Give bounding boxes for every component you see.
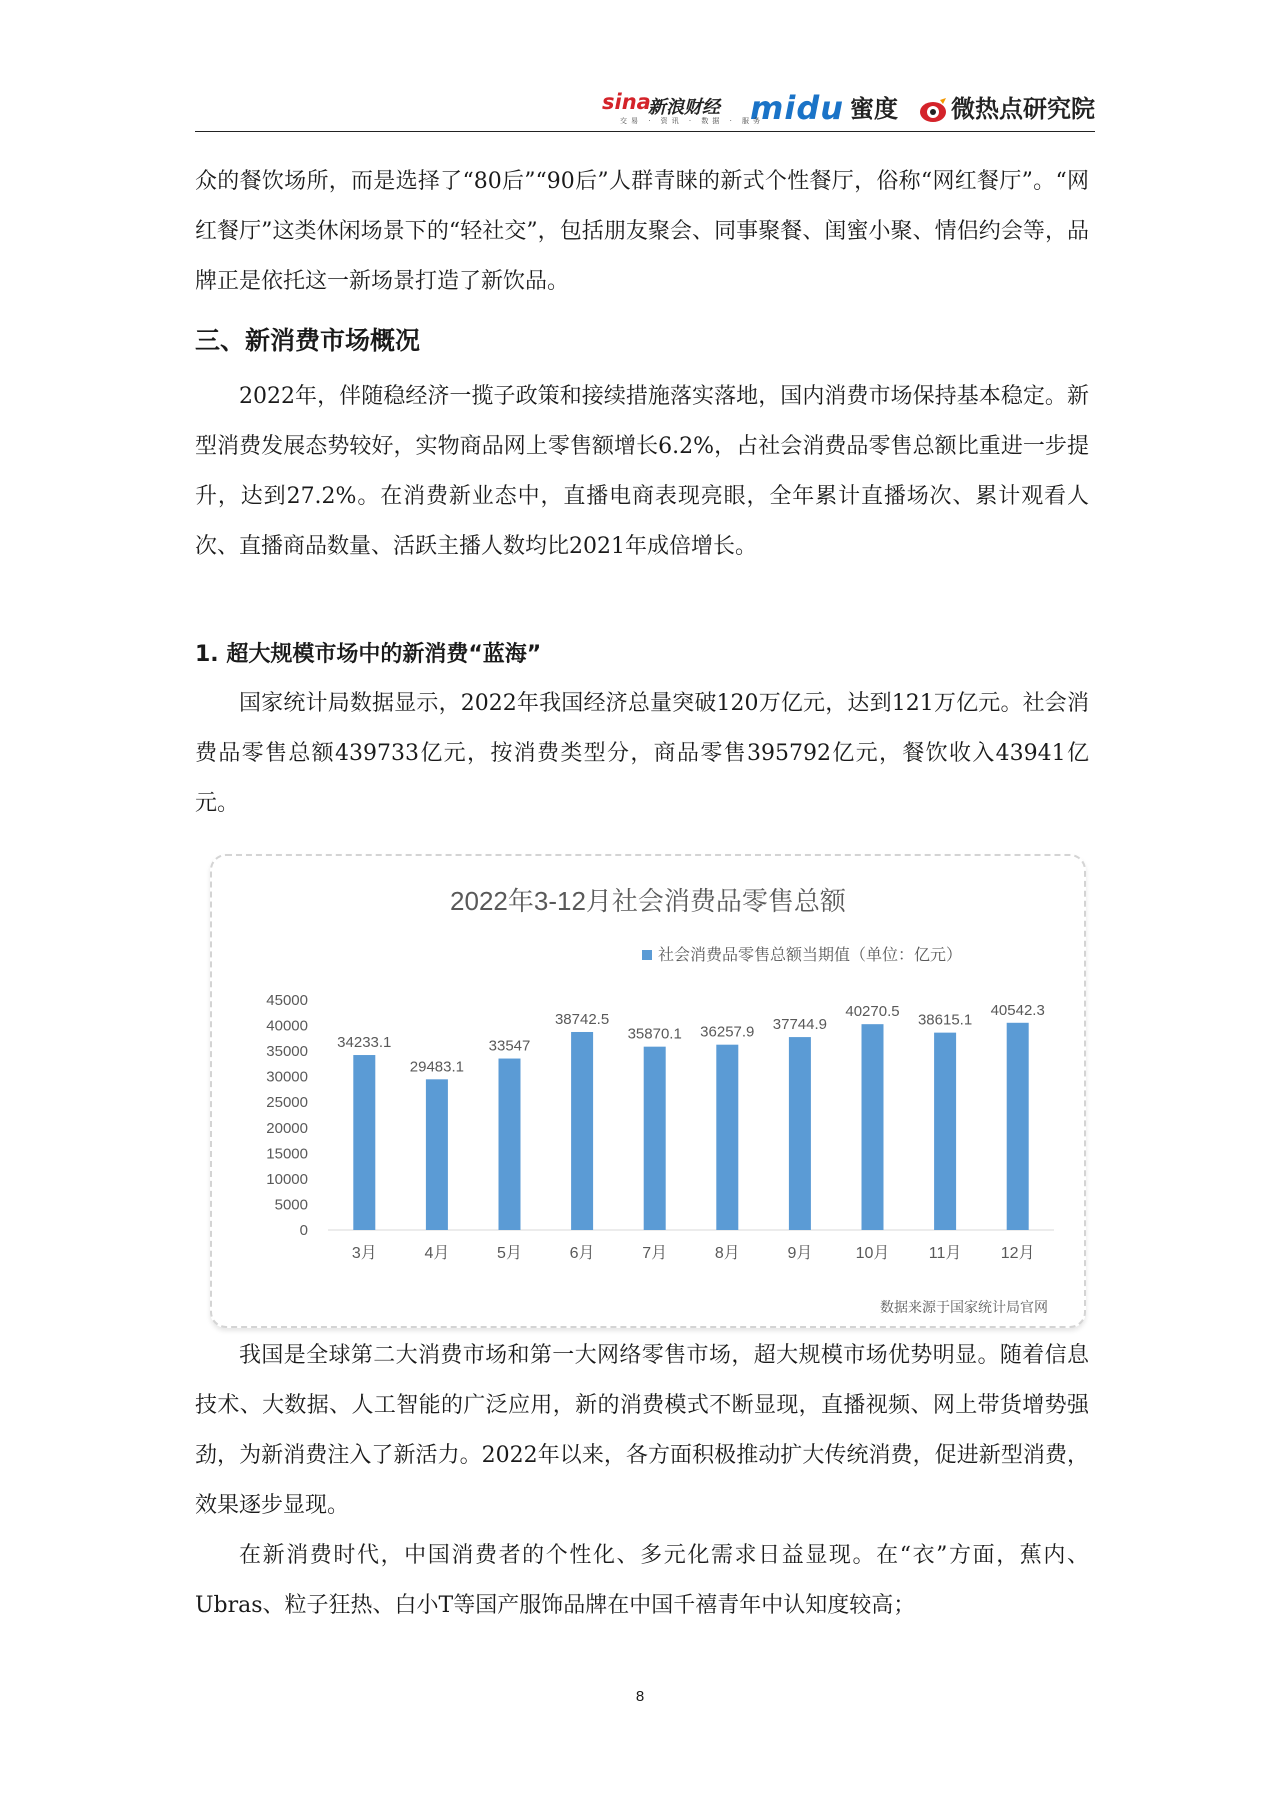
legend-swatch: [642, 950, 652, 960]
x-tick-label: 3月: [351, 1245, 377, 1262]
header-divider: [195, 131, 1095, 132]
paragraph-3: 国家统计局数据显示，2022年我国经济总量突破120万亿元，达到121万亿元。社会消费品零售总额439733亿元，按消费类型分，商品零售395792亿元，餐饮收入43941亿元。: [195, 691, 1089, 816]
section-heading: 三、新消费市场概况: [195, 326, 421, 355]
legend-label: 社会消费品零售总额当期值（单位：亿元）: [658, 947, 963, 964]
bar: [426, 1079, 448, 1230]
chart-source-note: 数据来源于国家统计局官网: [880, 1299, 1048, 1315]
y-tick-label: 5000: [274, 1196, 308, 1214]
bar-value-label: 36257.9: [700, 1023, 755, 1041]
sina-wordmark: sina: [602, 90, 651, 114]
weiredian-eye-icon: [918, 96, 948, 126]
bar-value-label: 40270.5: [845, 1003, 900, 1021]
header-logos: [602, 90, 1095, 126]
bar-value-label: 29483.1: [409, 1058, 465, 1076]
weiredian-name: 微热点研究院: [951, 95, 1095, 123]
x-tick-label: 10月: [855, 1245, 890, 1262]
bar: [934, 1033, 956, 1230]
y-tick-label: 40000: [266, 1017, 308, 1035]
subsection-heading: 1. 超大规模市场中的新消费“蓝海”: [195, 642, 542, 667]
x-tick-label: 6月: [569, 1245, 595, 1262]
paragraph-1: 众的餐饮场所，而是选择了“80后”“90后”人群青睐的新式个性餐厅，俗称“网红餐厅”。“网红餐厅”这类休闲场景下的“轻社交”，包括朋友聚会、同事聚餐、闺蜜小聚、情侣约会等，品牌正是依托这一新场景打造了新饮品。: [195, 169, 1089, 294]
chart-title: 2022年3-12月社会消费品零售总额: [450, 886, 846, 916]
x-tick-label: 4月: [424, 1245, 450, 1262]
paragraph-4: 我国是全球第二大消费市场和第一大网络零售市场，超大规模市场优势明显。随着信息技术、大数据、人工智能的广泛应用，新的消费模式不断显现，直播视频、网上带货增势强劲，为新消费注入了新活力。2022年以来，各方面积极推动扩大传统消费，促进新型消费，效果逐步显现。: [195, 1343, 1089, 1518]
paragraph-2: 2022年，伴随稳经济一揽子政策和接续措施落实落地，国内消费市场保持基本稳定。新型消费发展态势较好，实物商品网上零售额增长6.2%，占社会消费品零售总额比重进一步提升，达到27.2%。在消费新业态中，直播电商表现亮眼，全年累计直播场次、累计观看人次、直播商品数量、活跃主播人数均比2021年成倍增长。: [195, 384, 1089, 559]
bar-value-label: 37744.9: [772, 1016, 828, 1034]
x-tick-label: 7月: [642, 1245, 668, 1262]
bar: [716, 1045, 738, 1230]
chart-svg: [212, 856, 1084, 1326]
sina-finance-logo: [602, 90, 765, 126]
bar: [499, 1059, 521, 1230]
y-tick-label: 10000: [266, 1170, 308, 1188]
midu-logo: [750, 90, 898, 126]
bar-value-label: 34233.1: [337, 1034, 392, 1052]
y-tick-label: 30000: [266, 1068, 308, 1086]
bar: [1007, 1023, 1029, 1230]
sina-finance-name: 新浪财经: [648, 97, 720, 118]
bar-value-label: 35870.1: [627, 1025, 682, 1043]
bar-value-label: 40542.3: [990, 1001, 1045, 1019]
bar-value-label: 38615.1: [917, 1011, 973, 1029]
midu-name: 蜜度: [850, 95, 898, 123]
y-tick-label: 15000: [266, 1145, 308, 1163]
x-tick-label: 8月: [714, 1245, 740, 1262]
retail-sales-chart: [210, 854, 1086, 1328]
page-header: [195, 86, 1095, 132]
bar: [789, 1037, 811, 1230]
weiredian-logo: [918, 90, 1095, 126]
y-tick-label: 35000: [266, 1043, 308, 1061]
bar-value-label: 33547: [488, 1037, 531, 1055]
x-tick-label: 11月: [928, 1245, 962, 1262]
page-number: 8: [635, 1688, 645, 1705]
bar: [353, 1055, 375, 1230]
y-tick-label: 25000: [266, 1094, 308, 1112]
bar: [571, 1032, 593, 1230]
midu-wordmark: midu: [750, 89, 844, 127]
y-tick-label: 20000: [266, 1119, 308, 1137]
x-tick-label: 5月: [497, 1245, 522, 1262]
bar-value-label: 38742.5: [554, 1010, 610, 1028]
y-tick-label: 0: [299, 1222, 308, 1239]
x-tick-label: 12月: [1000, 1245, 1035, 1262]
bar: [644, 1047, 666, 1230]
y-tick-label: 45000: [266, 992, 308, 1009]
x-tick-label: 9月: [787, 1245, 813, 1262]
paragraph-5: 在新消费时代，中国消费者的个性化、多元化需求日益显现。在“衣”方面，蕉内、Ubras、粒子狂热、白小T等国产服饰品牌在中国千禧青年中认知度较高；: [195, 1543, 1089, 1618]
bar: [862, 1024, 884, 1230]
sina-tagline: 交易 · 资讯 · 数据 · 服务: [620, 117, 765, 125]
